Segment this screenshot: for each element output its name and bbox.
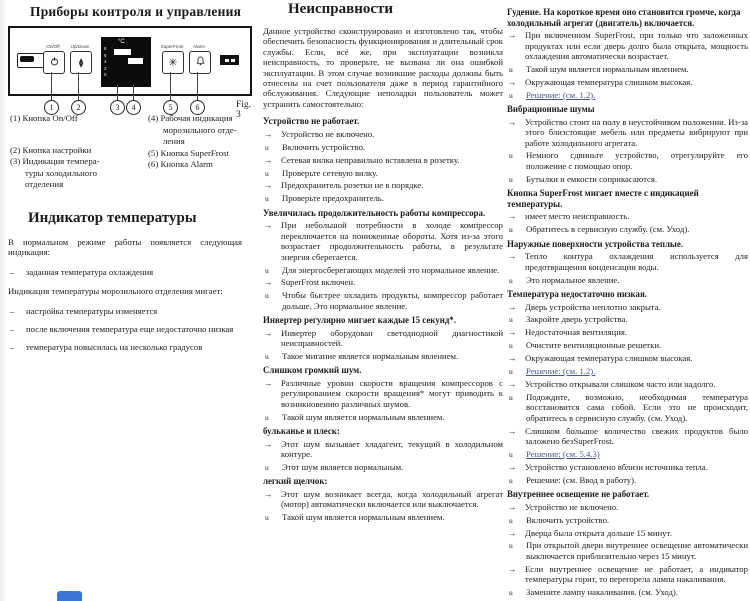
indicator-bullet xyxy=(8,306,242,316)
trouble-text: При открытой двери внутреннее освещение автоматически выключается приблизительно через 15 минут. xyxy=(526,540,748,561)
remedy-bullet: u xyxy=(509,392,513,402)
panel-right-indicator-graphic xyxy=(220,55,239,65)
trouble-text: Подождите, возможно, необходимая температура восстановится сама собой. Если это не происходит, обратитесь в сервисную службу. (см. Уход). xyxy=(526,391,748,423)
trouble-text: Включить устройство. xyxy=(282,141,366,152)
remedy-item xyxy=(507,150,748,171)
cause-arrow-icon: → xyxy=(508,527,517,538)
snowflake-icon: ✳ xyxy=(168,56,178,69)
callout-line-4 xyxy=(133,85,134,100)
trouble-section xyxy=(507,239,748,285)
trouble-text: Такой шум является нормальным явлением. xyxy=(282,411,445,422)
dash-bullet: – xyxy=(10,305,15,316)
scale-digit: 0 xyxy=(104,72,107,77)
trouble-text: Устройство не включено. xyxy=(525,501,619,512)
cause-item xyxy=(507,117,748,148)
cause-arrow-icon: → xyxy=(508,425,517,436)
trouble-text: Это нормальное явление. xyxy=(526,274,620,285)
callout-line-5 xyxy=(170,72,171,100)
trouble-heading: Температура недостаточно низкая. xyxy=(507,288,647,299)
callout-4: 4 xyxy=(126,100,141,115)
trouble-text: Сетевая вилка неправильно вставлена в розетку. xyxy=(281,154,460,165)
callout-3: 3 xyxy=(110,100,125,115)
figure-legend-left xyxy=(10,113,145,191)
indicator-bullet xyxy=(8,324,242,334)
page-edge-shading xyxy=(0,0,7,601)
legend-item xyxy=(10,156,145,191)
indicator-bullet-text: температура повысилась на несколько градусов xyxy=(26,342,203,353)
legend-item xyxy=(148,148,256,160)
troubleshooting-intro: Данное устройство сконструировано и изготовлено так, чтобы обеспечить безопасность функционирования и длительный срок службы. Если, всё же, при эксплуатации возникла неисправность, то проверьте, не вызвана ли она ошибкой эксплуатации. В этом случае возникшие расходы должны быть отнесены на счет пользователя даже в период гарантийного обслуживания. Следующие неполадки пользователь может устранить самостоятельно: xyxy=(263,26,503,109)
trouble-text: Закройте дверь устройства. xyxy=(526,314,628,325)
cause-item xyxy=(507,302,748,312)
cause-item xyxy=(263,155,503,165)
cause-item xyxy=(507,462,748,472)
remedy-item xyxy=(507,587,748,597)
indicator-bullet xyxy=(8,342,242,352)
trouble-text: Окружающая температура слишком высокая. xyxy=(525,353,693,364)
alarm-label: Alarm xyxy=(193,44,205,49)
superfrost-button xyxy=(162,51,184,74)
remedy-bullet: u xyxy=(509,90,513,100)
trouble-heading: Слишком громкий шум. xyxy=(263,365,362,376)
trouble-text: имеет место неисправность. xyxy=(525,211,630,222)
legend-line: (5) Кнопка SuperFrost xyxy=(148,147,229,158)
trouble-text: Бутылки и емкости соприкасаются. xyxy=(526,173,658,184)
trouble-section xyxy=(507,7,748,100)
cause-item xyxy=(507,327,748,337)
trouble-text: Предохранитель розетки не в порядке. xyxy=(281,180,424,191)
trouble-heading: Вибрационные шумы xyxy=(507,104,595,115)
trouble-heading: Инвертер регулярно мигает каждые 15 секунд*. xyxy=(263,315,456,326)
remedy-bullet: u xyxy=(509,151,513,161)
remedy-item xyxy=(507,449,748,459)
remedy-bullet: u xyxy=(265,265,269,275)
trouble-text: Окружающая температура слишком высокая. xyxy=(525,76,693,87)
trouble-text: Этот шум возникает всегда, когда холодильный агрегат (мотор) автоматически включается или выключается. xyxy=(281,489,503,510)
remedy-bullet: u xyxy=(265,168,269,178)
trouble-section xyxy=(507,489,748,597)
trouble-text: Чтобы быстрее охладить продукты, компрессор работает дольше. Это нормальное явление. xyxy=(282,290,503,311)
trouble-text: Решение: (см. Ввод в работу). xyxy=(526,474,637,485)
remedy-item xyxy=(263,265,503,275)
trouble-heading: Гудение. На короткое время оно становится громче, когда холодильный агрегат (двигатель) включается. xyxy=(507,7,741,28)
scale-digit: 2 xyxy=(104,65,107,71)
trouble-text: Инвертер оборудован светодиодной диагностикой неисправностей. xyxy=(281,327,503,349)
scale-digit: 6 xyxy=(104,52,107,58)
alarm-bell-icon xyxy=(196,56,205,69)
trouble-text: При включенном SuperFrost, при только что заложенных продуктах или если дверь долго была открыта, мощность охлаждения автоматически возрастает. xyxy=(525,30,748,61)
cause-arrow-icon: → xyxy=(264,327,273,338)
indicator-bullet-text: заданная температура охлаждения xyxy=(26,266,154,277)
indicator-bullet-text: настройка температуры изменяется xyxy=(26,305,158,316)
freezer-temp-segment xyxy=(128,58,143,64)
cause-arrow-icon: → xyxy=(264,438,273,449)
legend-line: (3) Индикация темпера- xyxy=(10,156,100,166)
legend-line: (4) Рабочая индикация xyxy=(148,113,233,123)
cause-arrow-icon: → xyxy=(508,301,517,312)
dash-bullet: – xyxy=(10,342,15,353)
cause-item xyxy=(507,353,748,363)
superfrost-label: SuperFrost xyxy=(160,44,184,49)
up-down-icon: ▲ ▼ xyxy=(78,56,84,69)
callout-2: 2 xyxy=(71,100,86,115)
cause-arrow-icon: → xyxy=(264,154,273,165)
trouble-text: Дверца была открыта дольше 15 минут. xyxy=(525,527,672,538)
solution-link[interactable]: Решение: (см. 1.2). xyxy=(526,89,596,100)
remedy-item xyxy=(507,540,748,561)
remedy-item xyxy=(507,392,748,423)
remedy-bullet: u xyxy=(265,513,269,523)
trouble-section xyxy=(263,208,503,311)
figure-legend-right xyxy=(148,113,256,171)
callout-line-2 xyxy=(78,72,79,100)
trouble-heading: Наружные поверхности устройства теплые. xyxy=(507,238,684,249)
legend-line: (6) Кнопка Alarm xyxy=(148,159,213,169)
dash-bullet: – xyxy=(10,324,15,335)
temperature-display xyxy=(101,37,151,87)
on-off-button xyxy=(43,51,65,74)
cause-item xyxy=(263,328,503,349)
remedy-bullet: u xyxy=(509,475,513,485)
cause-arrow-icon: → xyxy=(264,489,273,500)
callout-line-3 xyxy=(117,85,118,100)
remedy-item xyxy=(507,90,748,100)
cause-arrow-icon: → xyxy=(508,76,517,87)
trouble-text: Включить устройство. xyxy=(526,514,610,525)
troubleshooting-title: Неисправности xyxy=(288,1,394,17)
trouble-text: Немного сдвиньте устройство, отрегулируйте его положение с помощью опор. xyxy=(526,150,748,171)
remedy-item xyxy=(263,193,503,203)
remedy-item xyxy=(263,512,503,522)
cause-arrow-icon: → xyxy=(264,277,273,288)
trouble-section xyxy=(263,476,503,522)
cause-item xyxy=(507,251,748,272)
remedy-item xyxy=(263,290,503,311)
remedy-bullet: u xyxy=(509,174,513,184)
remedy-item xyxy=(263,462,503,472)
trouble-section xyxy=(263,315,503,361)
remedy-bullet: u xyxy=(509,64,513,74)
cause-item xyxy=(507,77,748,87)
trouble-text: Проверьте сетевую вилку. xyxy=(282,167,378,178)
cause-arrow-icon: → xyxy=(264,378,273,389)
controls-title: Приборы контроля и управления xyxy=(30,4,242,19)
temperature-scale xyxy=(104,46,107,77)
cause-arrow-icon: → xyxy=(508,211,517,222)
remedy-bullet: u xyxy=(509,588,513,598)
trouble-text: Такой шум является нормальным явлением. xyxy=(282,512,445,523)
alarm-button xyxy=(189,51,211,74)
callout-1: 1 xyxy=(44,100,59,115)
legend-item xyxy=(148,159,256,171)
scale-digit: 8 xyxy=(104,46,107,51)
remedy-item xyxy=(507,174,748,184)
control-panel-diagram xyxy=(8,26,252,96)
callout-5: 5 xyxy=(163,100,178,115)
bottom-left-blue-artifact xyxy=(57,591,82,601)
legend-item xyxy=(10,113,145,125)
remedy-bullet: u xyxy=(509,515,513,525)
remedy-item xyxy=(507,64,748,74)
remedy-bullet: u xyxy=(509,341,513,351)
cause-arrow-icon: → xyxy=(264,180,273,191)
cause-item xyxy=(507,426,748,447)
trouble-text: Такое мигание является нормальным явлением. xyxy=(282,351,459,362)
cause-item xyxy=(507,30,748,61)
cause-item xyxy=(263,378,503,409)
cause-arrow-icon: → xyxy=(508,353,517,364)
cause-arrow-icon: → xyxy=(508,379,517,389)
remedy-bullet: u xyxy=(265,291,269,301)
remedy-item xyxy=(263,351,503,361)
figure-label: Fig. 3 xyxy=(236,100,252,120)
cause-item xyxy=(263,129,503,139)
cause-arrow-icon: → xyxy=(508,501,517,512)
scale-digit: 4 xyxy=(104,59,107,64)
callout-line-1 xyxy=(51,72,52,100)
trouble-text: Этот шум вызывает хладагент, текущий в холодильном контуре. xyxy=(281,438,503,460)
remedy-bullet: u xyxy=(509,275,513,285)
trouble-section xyxy=(507,188,748,235)
power-icon xyxy=(50,57,59,69)
trouble-section xyxy=(263,116,503,204)
remedy-bullet: u xyxy=(265,194,269,204)
cause-arrow-icon: → xyxy=(508,563,517,574)
on-off-label: On/Off xyxy=(46,44,60,49)
remedy-bullet: u xyxy=(265,463,269,473)
trouble-section xyxy=(507,289,748,485)
cause-item xyxy=(507,528,748,538)
remedy-item xyxy=(507,340,748,350)
remedy-bullet: u xyxy=(509,449,513,459)
control-panel-figure xyxy=(8,26,256,198)
fridge-temp-segment xyxy=(114,49,131,55)
solution-link[interactable]: Решение: (см. 5.4.3) xyxy=(526,448,600,459)
legend-item xyxy=(10,145,145,157)
trouble-text: Устройство не включено. xyxy=(281,128,375,139)
indicator-bullet xyxy=(8,267,242,277)
cause-arrow-icon: → xyxy=(508,30,517,41)
cause-item xyxy=(507,502,748,512)
remedy-bullet: u xyxy=(509,315,513,325)
legend-line: отделения xyxy=(25,179,64,189)
cause-arrow-icon: → xyxy=(508,116,517,127)
cause-arrow-icon: → xyxy=(264,220,273,231)
dash-bullet: – xyxy=(10,266,15,277)
cause-arrow-icon: → xyxy=(508,327,517,338)
cause-item xyxy=(263,489,503,510)
remedy-bullet: u xyxy=(509,367,513,377)
callout-line-6 xyxy=(197,72,198,100)
trouble-text: Различные уровни скорости вращения компрессоров с регулированием скорости вращения* могут приводить к возникновению различных шумов. xyxy=(281,378,503,409)
trouble-heading: бульканье и плеск: xyxy=(263,426,340,437)
remedy-item xyxy=(507,515,748,525)
celsius-unit-label: °C xyxy=(118,39,125,45)
cause-item xyxy=(263,439,503,460)
remedy-item xyxy=(507,275,748,285)
troubleshooting-column-2 xyxy=(507,0,748,600)
trouble-text: Слишком большое количество свежих продуктов было заложено безSuperFrost. xyxy=(525,425,748,447)
trouble-text: Устройство стоит на полу в неустойчивом положении. Из-за этого близстоящие мебель или предметы вибрируют при работе холодильного агрегата. xyxy=(525,116,748,148)
trouble-text: Замените лампу накаливания. (см. Уход). xyxy=(526,587,678,598)
remedy-item xyxy=(507,475,748,485)
trouble-text: При небольшой потребности в холоде компрессор переключается на пониженные обороты. Хотя из-за этого возрастает продолжительность работы, в результате энергия сберегается. xyxy=(281,220,503,262)
temp-indicator-title: Индикатор температуры xyxy=(28,210,197,226)
solution-link[interactable]: Решение: (см. 1.2). xyxy=(526,366,596,377)
trouble-heading: Увеличилась продолжительность работы компрессора. xyxy=(263,207,486,218)
cause-arrow-icon: → xyxy=(508,461,517,472)
remedy-item xyxy=(263,412,503,422)
trouble-text: Недостаточная вентиляция. xyxy=(525,327,628,338)
indicator-list-1 xyxy=(8,267,242,277)
cause-item xyxy=(263,180,503,190)
cause-item xyxy=(507,211,748,221)
trouble-text: SuperFrost включен. xyxy=(281,277,356,288)
legend-item xyxy=(148,113,256,148)
remedy-item xyxy=(263,168,503,178)
trouble-text: Такой шум является нормальным явлением. xyxy=(526,63,689,74)
trouble-text: Тепло контура охлаждения используется для предотвращения конденсации воды. xyxy=(525,251,748,272)
cause-item xyxy=(263,277,503,287)
trouble-heading: Кнопка SuperFrost мигает вместе с индикацией температуры. xyxy=(507,188,699,209)
remedy-bullet: u xyxy=(509,541,513,551)
cause-arrow-icon: → xyxy=(508,251,517,262)
cause-item xyxy=(507,564,748,585)
legend-line: морозильного отде- xyxy=(163,124,237,135)
up-down-label: Up/Down xyxy=(70,44,90,49)
trouble-text: Обратитесь в сервисную службу. (см. Уход). xyxy=(526,224,690,235)
trouble-section xyxy=(263,426,503,472)
trouble-heading: Внутреннее освещение не работает. xyxy=(507,489,650,500)
indicator-paragraph-2: Индикация температуры морозильного отделения мигает: xyxy=(8,286,223,297)
indicator-paragraph-1: В нормальном режиме работы появляется следующая индикация: xyxy=(8,237,242,258)
trouble-heading: Устройство не работает. xyxy=(263,116,360,127)
trouble-text: Этот шум является нормальным. xyxy=(282,462,404,473)
cause-item xyxy=(507,379,748,389)
legend-line: (1) Кнопка On/Off xyxy=(10,113,78,123)
trouble-text: Проверьте предохранитель. xyxy=(282,193,384,204)
trouble-section xyxy=(507,104,748,184)
trouble-section xyxy=(263,365,503,422)
remedy-item xyxy=(507,366,748,376)
indicator-bullet-text: после включения температура еще недостаточно низкая xyxy=(26,324,234,335)
trouble-text: Если внутреннее освещение не работает, а индикатор температуры горит, то перегорела лампа накаливания. xyxy=(525,563,748,585)
remedy-bullet: u xyxy=(265,412,269,422)
trouble-text: Дверь устройства неплотно закрыта. xyxy=(525,301,661,312)
up-down-button xyxy=(70,51,92,74)
trouble-text: Устройство открывали слишком часто или надолго. xyxy=(525,379,716,389)
trouble-text: Устройство установлено вблизи источника тепла. xyxy=(525,461,708,472)
remedy-bullet: u xyxy=(509,225,513,235)
callout-6: 6 xyxy=(190,100,205,115)
remedy-item xyxy=(507,314,748,324)
trouble-heading: легкий щелчок: xyxy=(263,476,328,487)
cause-arrow-icon: → xyxy=(264,128,273,139)
legend-line: туры холодильного xyxy=(25,167,97,178)
troubleshooting-column-1 xyxy=(263,0,503,525)
trouble-text: Очистите вентиляционные решетки. xyxy=(526,340,662,351)
remedy-item xyxy=(263,142,503,152)
controls-column xyxy=(8,0,256,362)
remedy-bullet: u xyxy=(265,142,269,152)
legend-line: ления xyxy=(163,136,185,146)
legend-line: (2) Кнопка настройки xyxy=(10,144,92,155)
indicator-list-2 xyxy=(8,306,242,353)
cause-item xyxy=(263,220,503,262)
remedy-item xyxy=(507,224,748,234)
remedy-bullet: u xyxy=(265,352,269,362)
trouble-text: Для энергосберегающих моделей это нормальное явление. xyxy=(282,264,500,275)
